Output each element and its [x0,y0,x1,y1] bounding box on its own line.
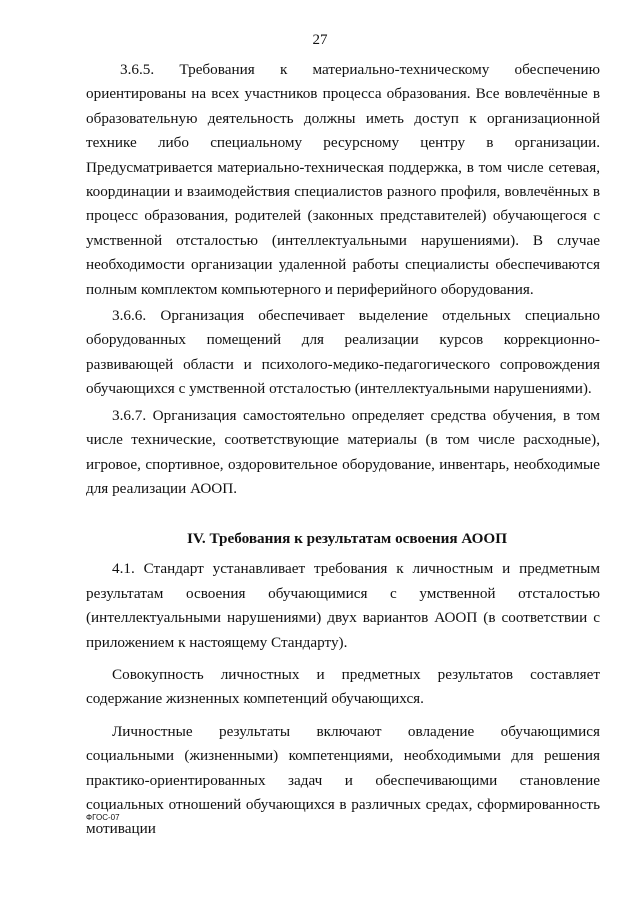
paragraph-3-6-7: 3.6.7. Организация самостоятельно определяет средства обучения, в том числе технические, соответствующие материалы (в том числе расходные), игровое, спортивное, оздоровительное оборудование, инвентарь, необходимые для реализации АООП. [86,406,600,497]
paragraph-4-1: 4.1. Стандарт устанавливает требования к личностным и предметным результатам освоения обучающимися с умственной отсталостью (интеллектуальными нарушениями) двух вариантов АООП (в соответствии с приложением к настоящему Стандарту). [86,560,600,651]
paragraph-personal-results: Личностные результаты включают овладение обучающимися социальными (жизненными) компетенциями, необходимыми для решения практико-ориентированных задач и обеспечивающими становление социальных отношений обучающихся в различных средах, сформированность мотивации [86,722,600,838]
paragraph-3-6-6: 3.6.6. Организация обеспечивает выделение отдельных специально оборудованных помещений для реализации курсов коррекционно-развивающей области и психолого-медико-педагогического сопровождения обучающихся с умственной отсталостью (интеллектуальными нарушениями). [86,307,600,398]
section-heading-iv: IV. Требования к результатам освоения АООП [186,530,508,548]
paragraph-totality: Совокупность личностных и предметных результатов составляет содержание жизненных компетенций обучающихся. [86,665,600,708]
footer-document-code: ФГОС-07 [86,813,120,822]
page-body [86,58,600,842]
page-number: 27 [312,32,328,48]
paragraph-3-6-5: 3.6.5. Требования к материально-техническому обеспечению ориентированы на всех участников процесса образования. Все вовлечённые в образовательную деятельность должны иметь доступ к организационной технике либо специальному ресурсному центру в организации. Предусматривается материально-техническая поддержка, в том числе сетевая, координации и взаимодействия специалистов разного профиля, вовлечённых в процесс образования, родителей (законных представителей) обучающегося с умственной отсталостью (интеллектуальными нарушениями). В случае необходимости организации удаленной работы специалисты обеспечиваются полным комплектом компьютерного и периферийного оборудования. [86,61,600,298]
